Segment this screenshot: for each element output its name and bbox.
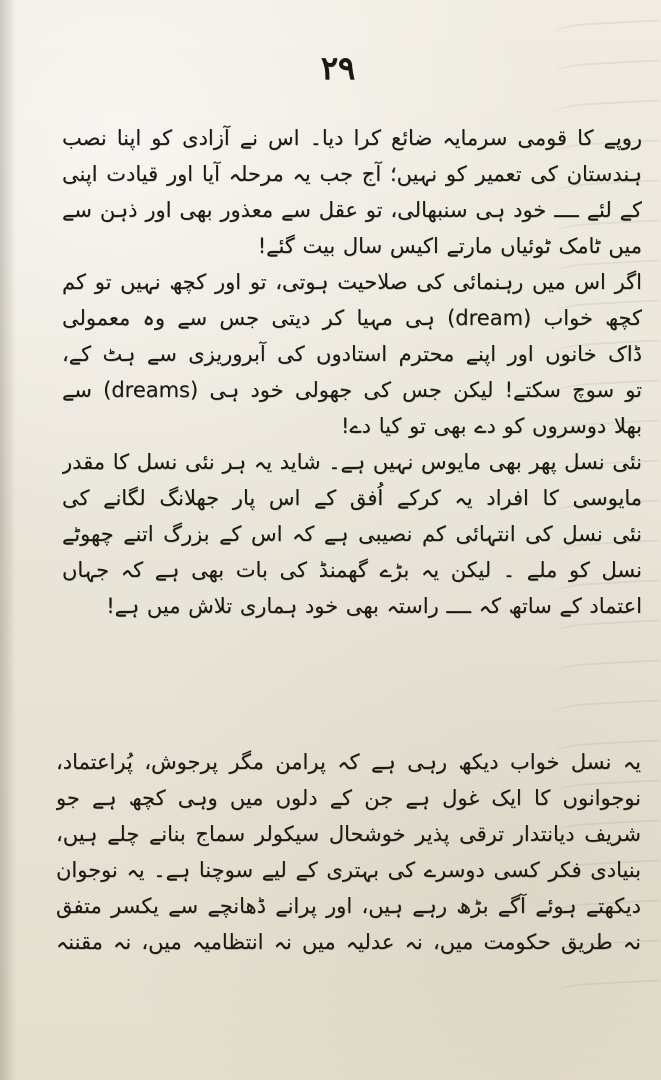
show-through-mark xyxy=(555,979,661,1003)
show-through-mark xyxy=(555,59,661,83)
show-through-mark xyxy=(555,699,661,723)
text-line: اگر اس میں رہنمائی کی صلاحیت ہوتی، تو اور کچھ نہیں تو کم xyxy=(62,270,642,294)
handwritten-line: بنیادی فکر کسی دوسرے کی بہتری کے لیے سوچنا ہے۔ یہ نوجوان xyxy=(56,858,641,882)
text-line: مایوسی کا افراد یہ کرکے اُفق کے اس پار جھلانگ لگانے کی xyxy=(62,486,642,510)
text-line: اعتماد کے ساتھ کہ ــــ راستہ بھی خود ہماری تلاش میں ہے! xyxy=(106,594,642,618)
text-line: نسل کو ملے ۔ لیکن یہ بڑے گھمنڈ کی بات بھی ہے کہ جہاں xyxy=(62,558,642,582)
page-number: ۲۹ xyxy=(320,49,356,87)
text-line: نئی نسل پھر بھی مایوس نہیں ہے۔ شاید یہ ہر نئی نسل کا مقدر xyxy=(62,450,642,474)
handwritten-line: دیکھتے ہوئے آگے بڑھ رہے ہیں، اور پرانے ڈھانچے سے یکسر متفق xyxy=(56,894,641,918)
page-left-shadow xyxy=(0,0,16,1080)
text-line: کچھ خواب (dream) ہی مہیا کر دیتی جس سے وہ معمولی xyxy=(62,306,642,330)
text-line: میں ٹامک ٹوئیاں مارتے اکیس سال بیت گئے! xyxy=(257,234,642,258)
text-line: تو سوچ سکتے! لیکن جس کی جھولی خود ہی (dreams) سے xyxy=(62,378,642,402)
text-line: بھلا دوسروں کو دے بھی تو کیا دے! xyxy=(340,414,642,438)
show-through-mark xyxy=(555,19,661,43)
show-through-mark xyxy=(555,659,661,683)
text-line: ہندستان کی تعمیر کو نہیں؛ آج جب یہ مرحلہ آیا اور قیادت اپنی xyxy=(62,162,642,186)
main-text-block xyxy=(62,120,642,624)
text-line: کے لئے ــــ خود ہی سنبھالی، تو عقل سے معذور بھی اور ذہن سے xyxy=(62,198,642,222)
text-line: ڈاک خانوں اور اپنے محترم استادوں کی آبروریزی سے ہٹ کے، xyxy=(62,342,642,366)
handwritten-line: نوجوانوں کا ایک غول ہے جن کے دلوں میں وہی کچھ ہے جو xyxy=(56,786,641,810)
handwritten-line: شریف دیانتدار ترقی پذیر خوشحال سیکولر سماج بنانے چلے ہیں، xyxy=(56,822,641,846)
handwritten-text-block xyxy=(56,744,641,960)
text-line: نئی نسل کی انتہائی کم نصیبی ہے کہ اس کے بزرگ اتنے چھوٹے xyxy=(62,522,642,546)
handwritten-line: یہ نسل خواب دیکھ رہی ہے کہ پرامن مگر پرجوش، پُراعتماد، xyxy=(56,750,641,774)
handwritten-line: نہ طریق حکومت میں، نہ عدلیہ میں نہ انتظامیہ میں، نہ مقننہ xyxy=(56,930,641,954)
text-line: روپے کا قومی سرمایہ ضائع کرا دیا۔ اس نے آزادی کو اپنا نصب xyxy=(62,126,642,150)
